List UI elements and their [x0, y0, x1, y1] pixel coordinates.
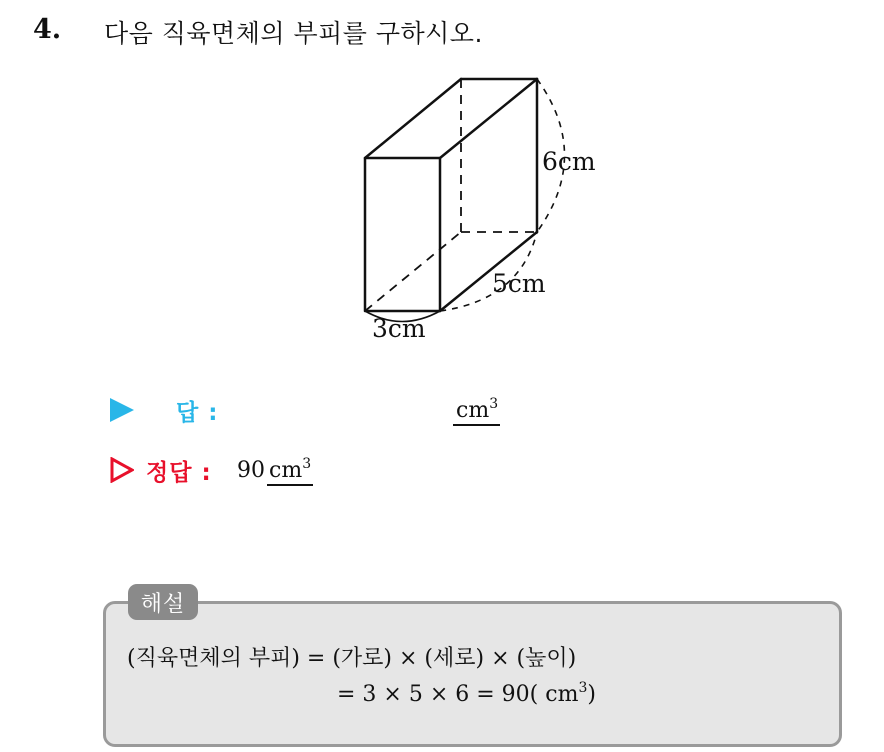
cuboid-figure: [330, 70, 620, 350]
correct-answer-label: 정답 :: [146, 459, 212, 486]
answer-unit-exponent: 3: [489, 396, 499, 412]
explanation-tab: 해설: [128, 584, 198, 620]
hidden-bottom-edge: [365, 232, 461, 311]
answer-row: [110, 393, 218, 427]
depth-label: 5cm: [492, 269, 546, 298]
top-left-edge: [365, 79, 461, 158]
explanation-box: [103, 601, 842, 747]
question-text: 다음 직육면체의 부피를 구하시오.: [104, 19, 483, 48]
explanation-calculation: [337, 680, 596, 707]
explanation-calc-close: ): [587, 682, 596, 707]
explanation-calc-main: = 3 × 5 × 6 = 90( cm: [337, 682, 579, 707]
answer-label: 답 :: [176, 399, 219, 426]
correct-answer-unit-exponent: 3: [302, 456, 312, 472]
question-number: 4.: [33, 14, 62, 45]
play-outline-icon: [110, 457, 134, 483]
play-filled-icon: [110, 398, 134, 422]
correct-answer-number: 90: [237, 458, 265, 483]
correct-answer-unit: cm: [269, 458, 303, 483]
correct-answer-value: [237, 456, 313, 486]
width-label: 3cm: [372, 314, 426, 343]
correct-answer-row: [110, 453, 212, 487]
height-label: 6cm: [542, 147, 596, 176]
front-face: [365, 158, 440, 311]
answer-unit: cm: [456, 398, 490, 423]
correct-answer-unit-wrap: [267, 456, 313, 486]
top-right-edge: [440, 79, 537, 158]
answer-blank-field[interactable]: [453, 396, 500, 426]
explanation-formula: (직육면체의 부피) = (가로) × (세로) × (높이): [127, 646, 577, 671]
explanation-calc-exponent: 3: [578, 680, 588, 696]
